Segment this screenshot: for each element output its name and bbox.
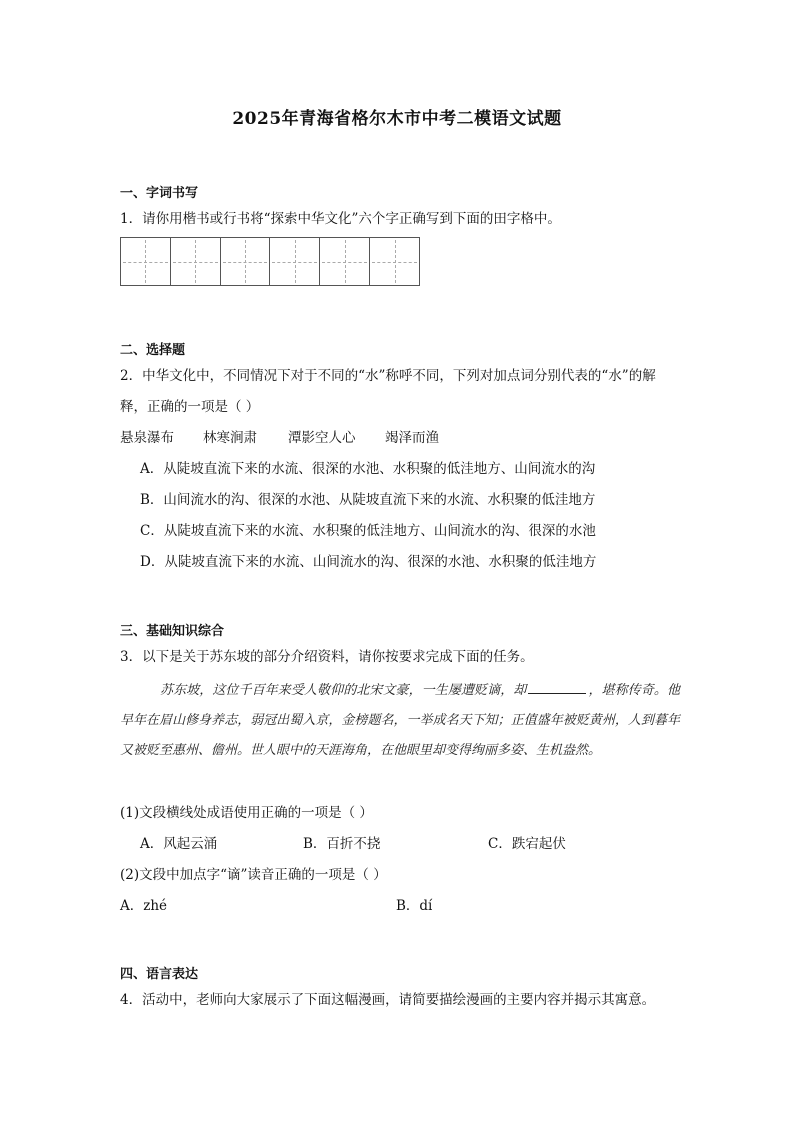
option-a[interactable]: A．从陡坡直流下来的水流、很深的水池、水积聚的低洼地方、山间流水的沟	[140, 461, 596, 477]
section-heading-4: 四、语言表达	[120, 967, 199, 982]
sub1-option-a[interactable]: A．风起云涌	[140, 836, 218, 852]
tianzige-cell[interactable]	[269, 238, 319, 285]
sub1-option-c[interactable]: C．跌宕起伏	[488, 836, 566, 852]
question-3-text: 3．以下是关于苏东坡的部分介绍资料，请你按要求完成下面的任务。	[120, 649, 534, 665]
sub-question-2: (2)文段中加点字“谪”读音正确的一项是（ ）	[120, 867, 387, 883]
sub2-option-b[interactable]: B．dí	[396, 898, 433, 914]
option-d[interactable]: D．从陡坡直流下来的水流、山间流水的沟、很深的水池、水积聚的低洼地方	[140, 554, 597, 570]
section-heading-2: 二、选择题	[120, 343, 186, 358]
section-heading-3: 三、基础知识综合	[120, 624, 225, 639]
question-2-line-2: 释，正确的一项是（ ）	[120, 399, 260, 415]
question-1-text: 1．请你用楷书或行书将“探索中华文化”六个字正确写到下面的田字格中。	[120, 211, 561, 227]
tianzige-cell[interactable]	[121, 238, 170, 285]
tianzige-cell[interactable]	[220, 238, 270, 285]
option-b[interactable]: B．山间流水的沟、很深的水池、从陡坡直流下来的水流、水积聚的低洼地方	[140, 492, 596, 508]
word-item: 潭影空人心	[288, 430, 356, 446]
word-item: 竭泽而渔	[385, 430, 439, 446]
question-2-line-1: 2．中华文化中，不同情况下对于不同的“水”称呼不同，下列对加点词分别代表的“水”的解	[120, 368, 656, 384]
page-title: 2025年青海省格尔木市中考二模语文试题	[232, 109, 562, 129]
passage-part-2: ，堪称传奇。他早年在眉山修身养志，弱冠出蜀入京，金榜题名，一举成名天下知；正值盛年被贬黄州，人到暮年又被贬至惠州、儋州。世人眼中的天涯海角，在他眼里却变得绚丽多姿、生机盎然。	[120, 683, 680, 758]
tianzige-cell[interactable]	[369, 238, 419, 285]
tianzige-cell[interactable]	[170, 238, 220, 285]
sub-question-1: (1)文段横线处成语使用正确的一项是（ ）	[120, 805, 373, 821]
tianzige-grid[interactable]	[120, 237, 420, 286]
sub2-option-a[interactable]: A．zhé	[120, 898, 168, 914]
sub1-option-b[interactable]: B．百折不挠	[303, 836, 381, 852]
option-c[interactable]: C．从陡坡直流下来的水流、水积聚的低洼地方、山间流水的沟、很深的水池	[140, 523, 596, 539]
section-heading-1: 一、字词书写	[120, 186, 199, 201]
fill-blank[interactable]	[528, 681, 586, 694]
tianzige-cell[interactable]	[319, 238, 369, 285]
passage	[120, 676, 680, 766]
question-4-text: 4．活动中，老师向大家展示了下面这幅漫画，请简要描绘漫画的主要内容并揭示其寓意。	[120, 992, 656, 1008]
word-item: 林寒涧肃	[203, 430, 257, 446]
word-item: 悬泉瀑布	[120, 430, 174, 446]
passage-part-1: 苏东坡，这位千百年来受人敬仰的北宋文豪，一生屡遭贬谪，却	[160, 683, 527, 698]
